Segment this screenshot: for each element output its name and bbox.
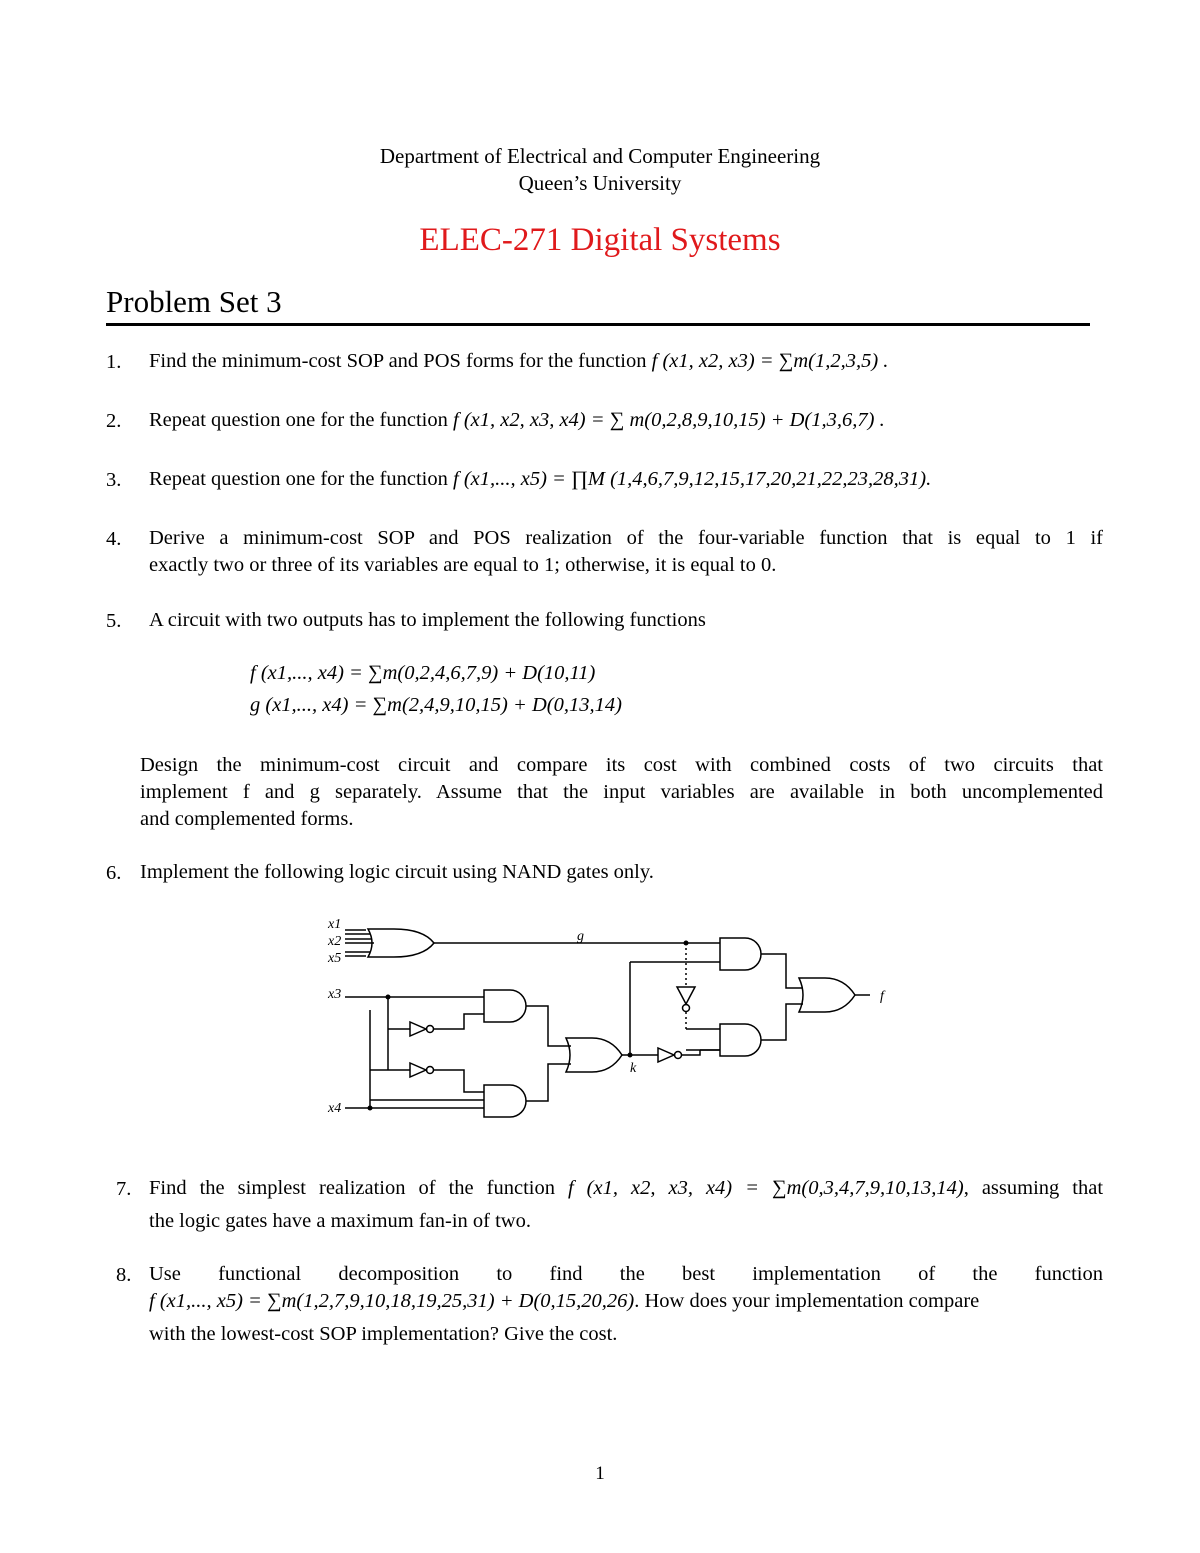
or-gate-inputs: [368, 929, 434, 957]
problem-7-number: 7.: [116, 1178, 132, 1200]
problem-2-formula: f (x1, x2, x3, x4) = ∑ m(0,2,8,9,10,15) + D(1,3,6,7) .: [453, 409, 885, 431]
problem-3-number: 3.: [106, 469, 122, 491]
problem-8-line-3: with the lowest-cost SOP implementation? Give the cost.: [149, 1323, 618, 1345]
problem-8-number: 8.: [116, 1264, 132, 1286]
label-x2: x2: [328, 934, 342, 949]
problem-6-number: 6.: [106, 862, 122, 884]
problem-5-body-2: implement f and g separately. Assume that the input variables are available in both uncomplemented: [140, 781, 1103, 803]
course-title: ELEC-271 Digital Systems: [419, 222, 781, 258]
and-gate-lower: [484, 1085, 526, 1117]
label-x5: x5: [328, 951, 342, 966]
problem-5-number: 5.: [106, 610, 122, 632]
problem-set-title: Problem Set 3: [106, 284, 282, 319]
problem-4-line-2: exactly two or three of its variables are equal to 1; otherwise, it is equal to 0.: [149, 554, 777, 576]
label-x3: x3: [328, 987, 342, 1002]
label-k: k: [630, 1061, 637, 1076]
problem-5-intro: A circuit with two outputs has to implement the following functions: [149, 609, 706, 631]
or-gate-output: [799, 978, 855, 1012]
department-name: Department of Electrical and Computer Engineering: [379, 144, 821, 168]
problem-7-line-1: Find the simplest realization of the function f (x1, x2, x3, x4) = ∑m(0,3,4,7,9,10,13,14), assuming that: [149, 1177, 1104, 1199]
and-gate-bottom-right: [720, 1024, 761, 1056]
problem-5-body-1: Design the minimum-cost circuit and compare its cost with combined costs of two circuits that: [140, 754, 1103, 776]
problem-4-line-1: Derive a minimum-cost SOP and POS realization of the four-variable function that is equal to 1 if: [149, 527, 1103, 549]
problem-1-number: 1.: [106, 351, 122, 373]
problem-4-number: 4.: [106, 528, 122, 550]
problem-5-equation-f: f (x1,..., x4) = ∑m(0,2,4,6,7,9) + D(10,11): [250, 662, 596, 684]
problem-8-line-2: f (x1,..., x5) = ∑m(1,2,7,9,10,18,19,25,31) + D(0,15,20,26). How does your implementation compare: [149, 1290, 980, 1312]
and-gate-upper: [484, 990, 526, 1022]
problem-5-body-3: and complemented forms.: [140, 808, 354, 830]
problem-7-line-2: the logic gates have a maximum fan-in of two.: [149, 1210, 531, 1232]
label-f: f: [880, 989, 884, 1004]
and-gate-top: [720, 938, 761, 970]
or-gate-middle: [566, 1038, 622, 1072]
label-x1: x1: [328, 917, 342, 932]
problem-6-text: Implement the following logic circuit using NAND gates only.: [140, 861, 654, 883]
university-name: Queen’s University: [518, 171, 682, 195]
problem-1-text: Find the minimum-cost SOP and POS forms for the function f (x1, x2, x3) = ∑m(1,2,3,5) .: [149, 350, 889, 372]
problem-2-number: 2.: [106, 410, 122, 432]
page-number: 1: [595, 1463, 605, 1484]
problem-3-text: Repeat question one for the function f (x1,..., x5) = ∏M (1,4,6,7,9,12,15,17,20,21,22,23,28,31).: [149, 468, 932, 490]
label-g: g: [577, 929, 584, 944]
title-rule: [106, 323, 1090, 326]
problem-1-formula: f (x1, x2, x3) = ∑m(1,2,3,5) .: [651, 350, 889, 372]
logic-circuit-diagram: [300, 910, 920, 1125]
problem-8-formula: f (x1,..., x5) = ∑m(1,2,7,9,10,18,19,25,31) + D(0,15,20,26): [149, 1290, 635, 1312]
problem-7-formula: f (x1, x2, x3, x4) = ∑m(0,3,4,7,9,10,13,14): [567, 1177, 964, 1199]
problem-3-formula: f (x1,..., x5) = ∏M (1,4,6,7,9,12,15,17,20,21,22,23,28,31).: [453, 468, 932, 490]
problem-5-equation-g: g (x1,..., x4) = ∑m(2,4,9,10,15) + D(0,13,14): [250, 694, 622, 716]
problem-8-line-1: Use functional decomposition to find the best implementation of the function: [149, 1263, 1103, 1285]
problem-2-text: Repeat question one for the function f (x1, x2, x3, x4) = ∑ m(0,2,8,9,10,15) + D(1,3,6,7) .: [149, 409, 885, 431]
label-x4: x4: [328, 1101, 342, 1116]
